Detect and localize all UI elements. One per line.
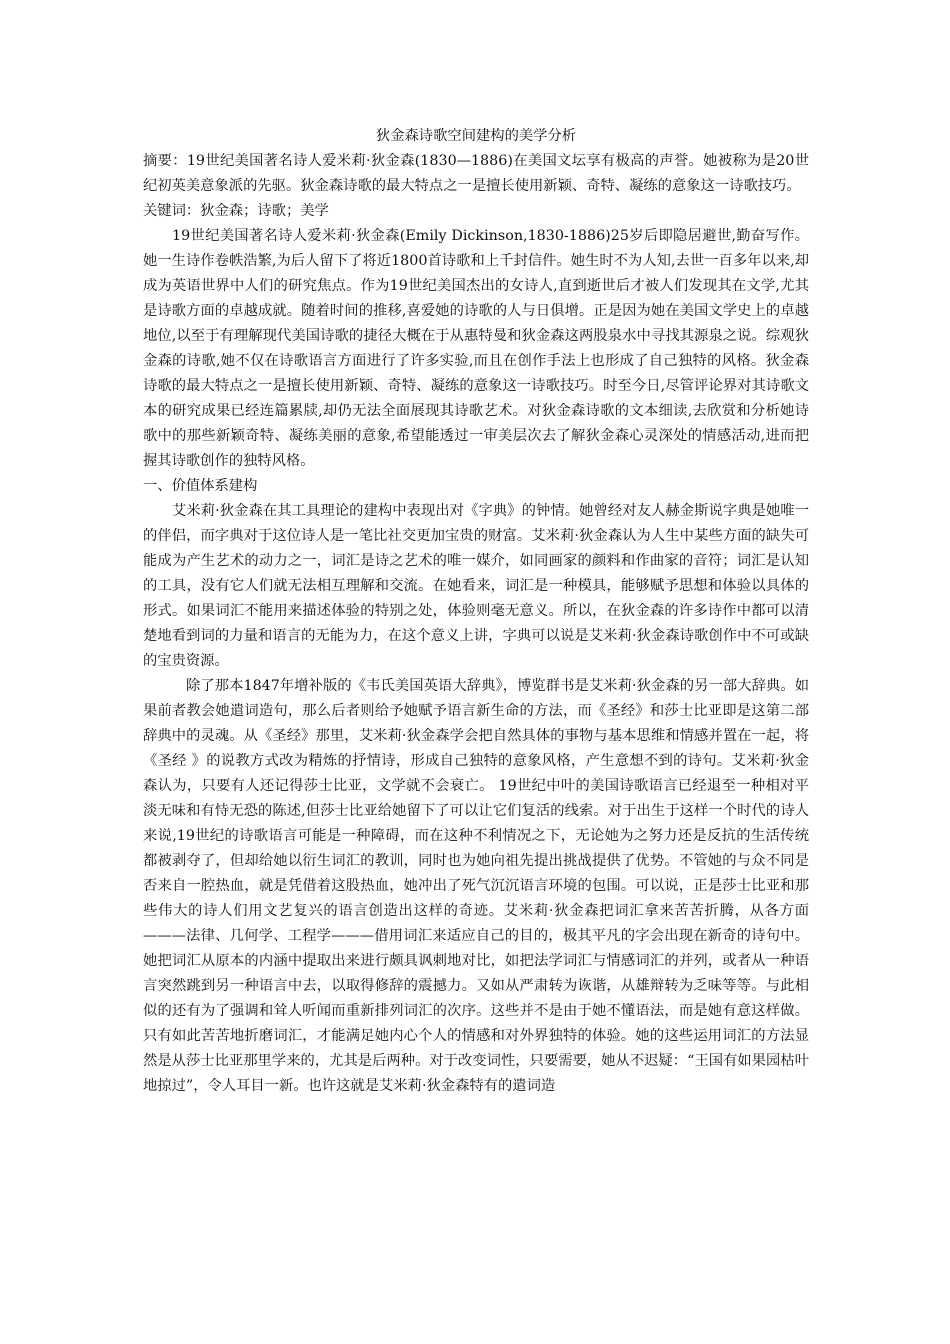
body-paragraph-dictionary: 艾米莉·狄金森在其工具理论的建构中表现出对《字典》的钟情。她曾经对友人赫金斯说字典是她唯一的伴侣，而字典对于这位诗人是一笔比社交更加宝贵的财富。艾米莉·狄金森认为人生中某些方面的缺失可能成为产生艺术的动力之一，词汇是诗之艺术的唯一媒介，如同画家的颜料和作曲家的音符；词汇是认知的工具，没有它人们就无法相互理解和交流。在她看来，词汇是一种模具，能够赋予思想和体验以具体的形式。如果词汇不能用来描述体验的特别之处，体验则毫无意义。所以，在狄金森的许多诗作中都可以清楚地看到词的力量和语言的无能为力，在这个意义上讲，字典可以说是艾米莉·狄金森诗歌创作中不可或缺的宝贵资源。	[143, 503, 809, 669]
abstract-paragraph: 摘要：19世纪美国著名诗人爱米莉·狄金森(1830—1886)在美国文坛享有极高的声誉。她被称为是20世纪初英美意象派的先驱。狄金森诗歌的最大特点之一是擅长使用新颖、奇特、凝练的意象这一诗歌技巧。	[143, 153, 809, 194]
intro-paragraph: 19世纪美国著名诗人爱米莉·狄金森(Emily Dickinson,1830-1886)25岁后即隐居避世,勤奋写作。她一生诗作卷帙浩繁,为后人留下了将近1800首诗歌和上千封信件。她生时不为人知,去世一百多年以来,却成为英语世界中人们的研究焦点。作为19世纪美国杰出的女诗人,直到逝世后才被人们发现其在文学,尤其是诗歌方面的卓越成就。随着时间的推移,喜爱她的诗歌的人与日俱增。正是因为她在美国文学史上的卓越地位,以至于有理解现代美国诗歌的捷径大概在于从惠特曼和狄金森这两股泉水中寻找其源泉之说。综观狄金森的诗歌,她不仅在诗歌语言方面进行了许多实验,而且在创作手法上也形成了自己独特的风格。狄金森诗歌的最大特点之一是擅长使用新颖、奇特、凝练的意象这一诗歌技巧。时至今日,尽管评论界对其诗歌文本的研究成果已经连篇累牍,却仍无法全面展现其诗歌艺术。对狄金森诗歌的文本细读,去欣赏和分析她诗歌中的那些新颖奇特、凝练美丽的意象,希望能透过一审美层次去了解狄金森心灵深处的情感活动,进而把握其诗歌创作的独特风格。	[143, 228, 809, 469]
keywords-line: 关键词：狄金森；诗歌；美学	[143, 203, 329, 219]
section-heading: 一、价值体系建构	[143, 478, 258, 494]
body-paragraph-reading: 除了那本1847年增补版的《韦氏美国英语大辞典》，博览群书是艾米莉·狄金森的另一部大辞典。如果前者教会她遣词造句，那么后者则给予她赋予语言新生命的方法，而《圣经》和莎士比亚即是这第二部辞典中的灵魂。从《圣经》那里，艾米莉·狄金森学会把自然具体的事物与基本思维和情感并置在一起，将《圣经 》的说教方式改为精炼的抒情诗，形成自己独特的意象风格，产生意想不到的诗句。艾米莉·狄金森认为，只要有人还记得莎士比亚，文学就不会衰亡。 19世纪中叶的美国诗歌语言已经退至一种相对平淡无味和有恃无恐的陈述,但莎士比亚给她留下了可以让它们复活的线索。对于出生于这样一个时代的诗人来说,19世纪的诗歌语言可能是一种障碍，而在这种不利情况之下，无论她为之努力还是反抗的生活传统都被剥夺了，但却给她以衍生词汇的教训，同时也为她向祖先提出挑战提供了优势。不管她的与众不同是否来自一腔热血，就是凭借着这股热血，她冲出了死气沉沉语言环境的包围。可以说，正是莎士比亚和那些伟大的诗人们用文艺复兴的语言创造出这样的奇迹。艾米莉·狄金森把词汇拿来苦苦折腾，从各方面———法律、几何学、工程学———借用词汇来适应自己的目的，极其平凡的字会出现在新奇的诗句中。她把词汇从原本的内涵中提取出来进行颇具讽刺地对比，如把法学词汇与情感词汇的并列，或者从一种语言突然跳到另一种语言中去，以取得修辞的震撼力。又如从严肃转为诙谐，从雄辩转为乏味等等。与此相似的还有为了强调和耸人听闻而重新排列词汇的次序。这些并不是由于她不懂语法，而是她有意这样做。只有如此苦苦地折磨词汇，才能满足她内心个人的情感和对外界独特的体验。她的这些运用词汇的方法显然是从莎士比亚那里学来的，尤其是后两种。对于改变词性，只要需要，她从不迟疑：“王国有如果园枯叶地掠过”，令人耳目一新。也许这就是艾米莉·狄金森特有的遣词造	[143, 678, 809, 1094]
document-page	[143, 124, 809, 1099]
document-title: 狄金森诗歌空间建构的美学分析	[375, 128, 577, 144]
